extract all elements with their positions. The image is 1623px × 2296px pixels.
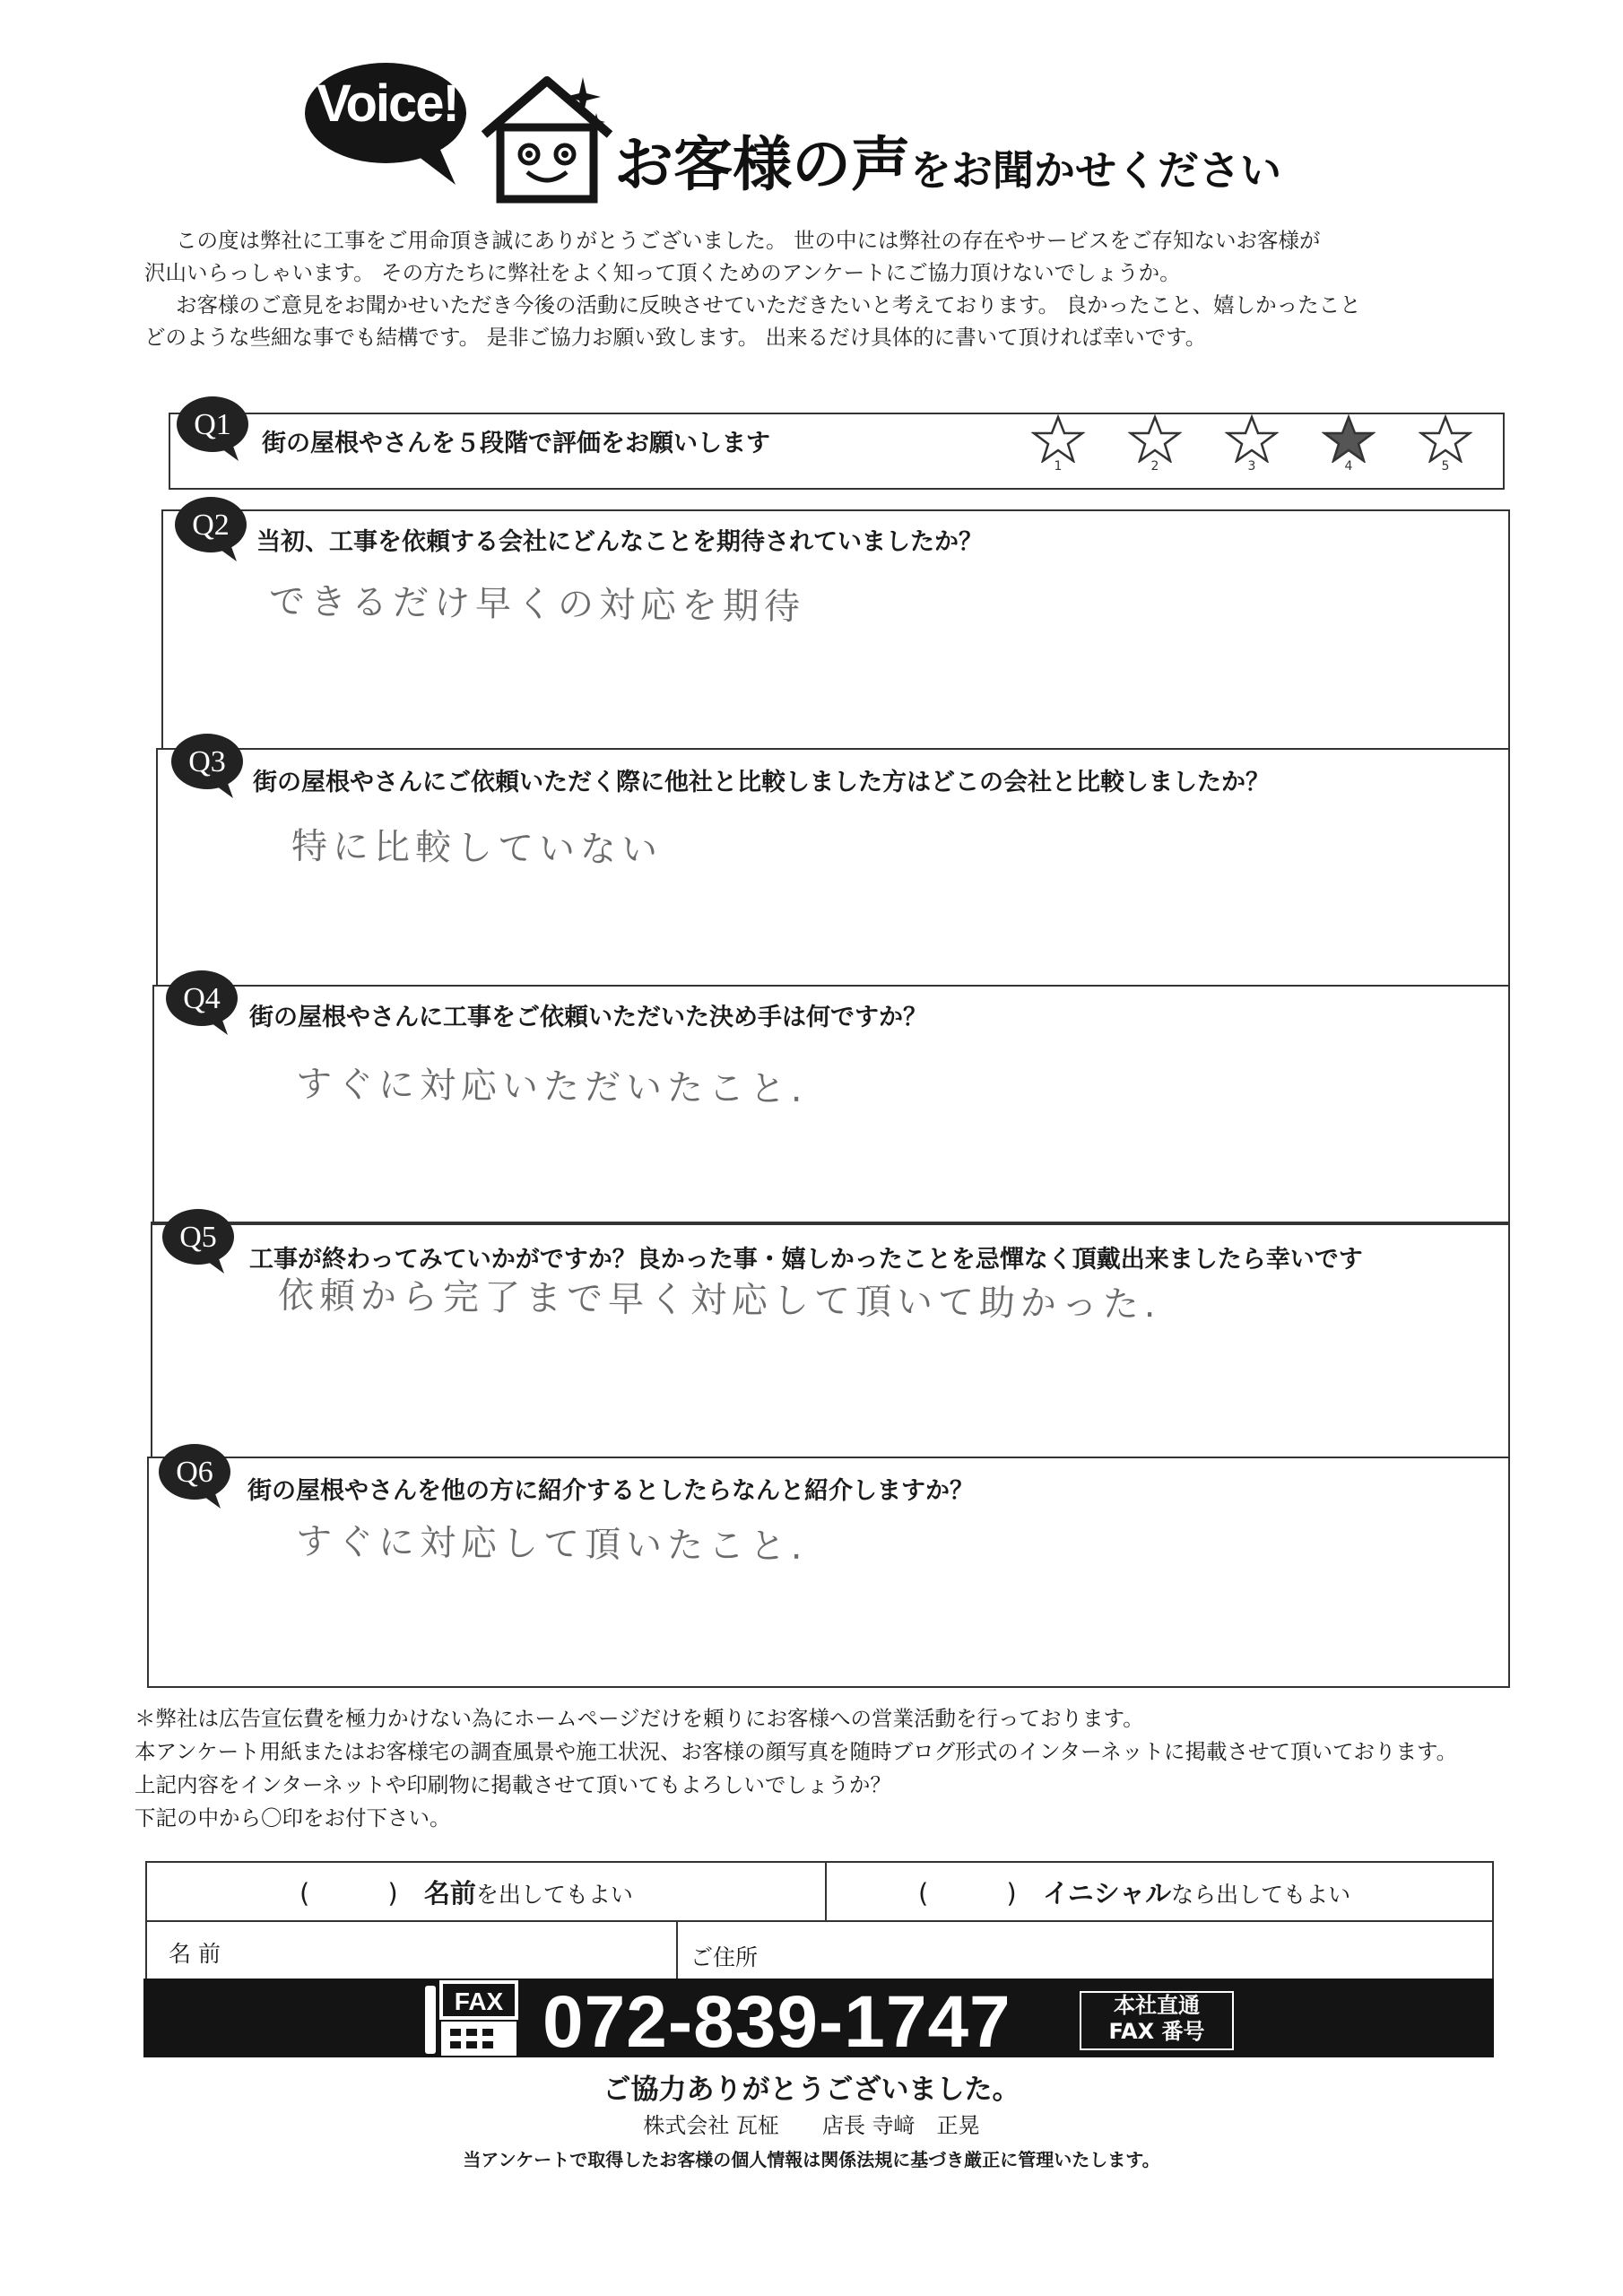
fax-machine-icon xyxy=(423,1979,522,2059)
star-filled-icon xyxy=(1322,414,1376,463)
svg-text:Q1: Q1 xyxy=(194,408,231,441)
publication-notes xyxy=(135,1702,1457,1835)
thanks-message: ご協力ありがとうございました。 xyxy=(603,2074,1020,2106)
intro-line: どのような些細な事でも結構です。 是非ご協力お願い致します。 出来るだけ具体的に書いて頂ければ幸いです。 xyxy=(144,325,1207,350)
consent-paren[interactable]: ( ) xyxy=(918,1878,1017,1909)
question-label-q2: 当初、工事を依頼する会社にどんなことを期待されていましたか？ xyxy=(256,528,983,556)
page-title-main: お客様の声 xyxy=(614,130,910,199)
consent-option-rest: を出してもよい xyxy=(475,1882,633,1908)
intro-line: この度は弊社に工事をご用命頂き誠にありがとうございました。 世の中には弊社の存在やサービスをご存知ないお客様が xyxy=(176,228,1321,253)
rating-star-5[interactable] xyxy=(1419,414,1472,486)
q2-badge-icon xyxy=(174,495,247,561)
answer-q5[interactable]: 依頼から完了まで早く対応して頂いて助かった. xyxy=(277,1274,1161,1326)
answer-q4[interactable]: すぐに対応いただいたこと. xyxy=(295,1064,808,1110)
fax-number: 072-839-1747 xyxy=(542,1981,1011,2063)
star-outline-icon xyxy=(1128,414,1182,463)
consent-paren[interactable]: ( ) xyxy=(299,1878,398,1909)
intro-text xyxy=(144,224,1521,353)
svg-text:Q4: Q4 xyxy=(183,982,221,1015)
note-line: 本アンケート用紙またはお客様宅の調査風景や施工状況、お客様の顔写真を随時ブログ形式のインターネットに掲載させて頂いております。 xyxy=(135,1739,1458,1764)
question-label-q1: 街の屋根やさんを５段階で評価をお願いします xyxy=(262,430,770,457)
q6-badge-icon xyxy=(158,1442,231,1509)
rating-star-number: 2 xyxy=(1150,459,1159,474)
consent-option-bold: イニシャル xyxy=(1042,1878,1172,1909)
q3-badge-icon xyxy=(170,732,244,798)
privacy-notice: 当アンケートで取得したお客様の個人情報は関係法規に基づき厳正に管理いたします。 xyxy=(463,2149,1160,2170)
rating-star-number: 3 xyxy=(1247,459,1256,474)
answer-q3[interactable]: 特に比較していない xyxy=(291,825,664,872)
sparkle-icon xyxy=(560,77,605,131)
rating-star-3[interactable] xyxy=(1225,414,1279,486)
consent-option-rest: なら出してもよい xyxy=(1171,1882,1351,1908)
voice-logo-text: Voice! xyxy=(317,74,458,133)
intro-line: お客様のご意見をお聞かせいただき今後の活動に反映させていただきたいと考えております。 良かったこと、嬉しかったこと xyxy=(176,292,1361,317)
rating-star-2[interactable] xyxy=(1128,414,1182,486)
star-outline-icon xyxy=(1225,414,1279,463)
question-label-q6: 街の屋根やさんを他の方に紹介するとしたらなんと紹介しますか？ xyxy=(247,1477,974,1505)
svg-text:Q5: Q5 xyxy=(179,1221,217,1254)
rating-star-number: 5 xyxy=(1441,459,1450,474)
consent-table xyxy=(145,1861,1494,1981)
answer-q2[interactable]: できるだけ早くの対応を期待 xyxy=(268,580,806,629)
note-line: 下記の中から〇印をお付下さい。 xyxy=(135,1805,451,1831)
consent-option-bold: 名前 xyxy=(423,1878,476,1909)
note-line: ＊弊社は広告宣伝費を極力かけない為にホームページだけを頼りにお客様への営業活動を行っております。 xyxy=(135,1706,1144,1731)
question-label-q3: 街の屋根やさんにご依頼いただく際に他社と比較しました方はどこの会社と比較しましたか？ xyxy=(253,769,1270,796)
consent-divider xyxy=(676,1920,678,1979)
intro-line: 沢山いらっしゃいます。 その方たちに弊社をよく知って頂くためのアンケートにご協力頂けないでしょうか。 xyxy=(144,260,1181,285)
q5-badge-icon xyxy=(161,1207,235,1274)
rating-star-number: 4 xyxy=(1344,459,1353,474)
answer-q6[interactable]: すぐに対応して頂いたこと. xyxy=(295,1521,808,1568)
rating-star-1[interactable] xyxy=(1031,414,1085,486)
question-label-q5: 工事が終わってみていかがですか？良かった事・嬉しかったことを忌憚なく頂戴出来ましたら幸いです xyxy=(249,1246,1363,1274)
star-outline-icon xyxy=(1419,414,1472,463)
fax-label xyxy=(1080,1991,1234,2050)
svg-text:Q3: Q3 xyxy=(188,745,226,778)
svg-text:Q2: Q2 xyxy=(192,509,230,542)
company-signature: 株式会社 瓦柾 店長 寺﨑 正晃 xyxy=(643,2113,980,2138)
consent-divider xyxy=(825,1863,827,1920)
q1-badge-icon xyxy=(176,395,249,461)
name-field-label: 名 前 xyxy=(169,1941,221,1967)
q4-badge-icon xyxy=(165,969,239,1035)
svg-text:FAX: FAX xyxy=(454,1987,504,2015)
fax-label-line: 本社直通 xyxy=(1114,1993,1200,2018)
rating-star-number: 1 xyxy=(1054,459,1063,474)
star-outline-icon xyxy=(1031,414,1085,463)
address-field-label: ご住所 xyxy=(690,1944,759,1970)
svg-text:Q6: Q6 xyxy=(176,1456,213,1489)
consent-option-initial[interactable] xyxy=(918,1874,1350,1910)
consent-option-name[interactable] xyxy=(299,1874,633,1910)
rating-star-4[interactable] xyxy=(1322,414,1376,486)
note-line: 上記内容をインターネットや印刷物に掲載させて頂いてもよろしいでしょうか？ xyxy=(135,1772,891,1797)
page-title-sub: をお聞かせください xyxy=(910,146,1281,195)
question-label-q4: 街の屋根やさんに工事をご依頼いただいた決め手は何ですか？ xyxy=(249,1004,927,1031)
page-title xyxy=(614,117,1281,202)
fax-label-line: FAX 番号 xyxy=(1108,2019,1205,2044)
rating-stars[interactable] xyxy=(1031,414,1480,486)
